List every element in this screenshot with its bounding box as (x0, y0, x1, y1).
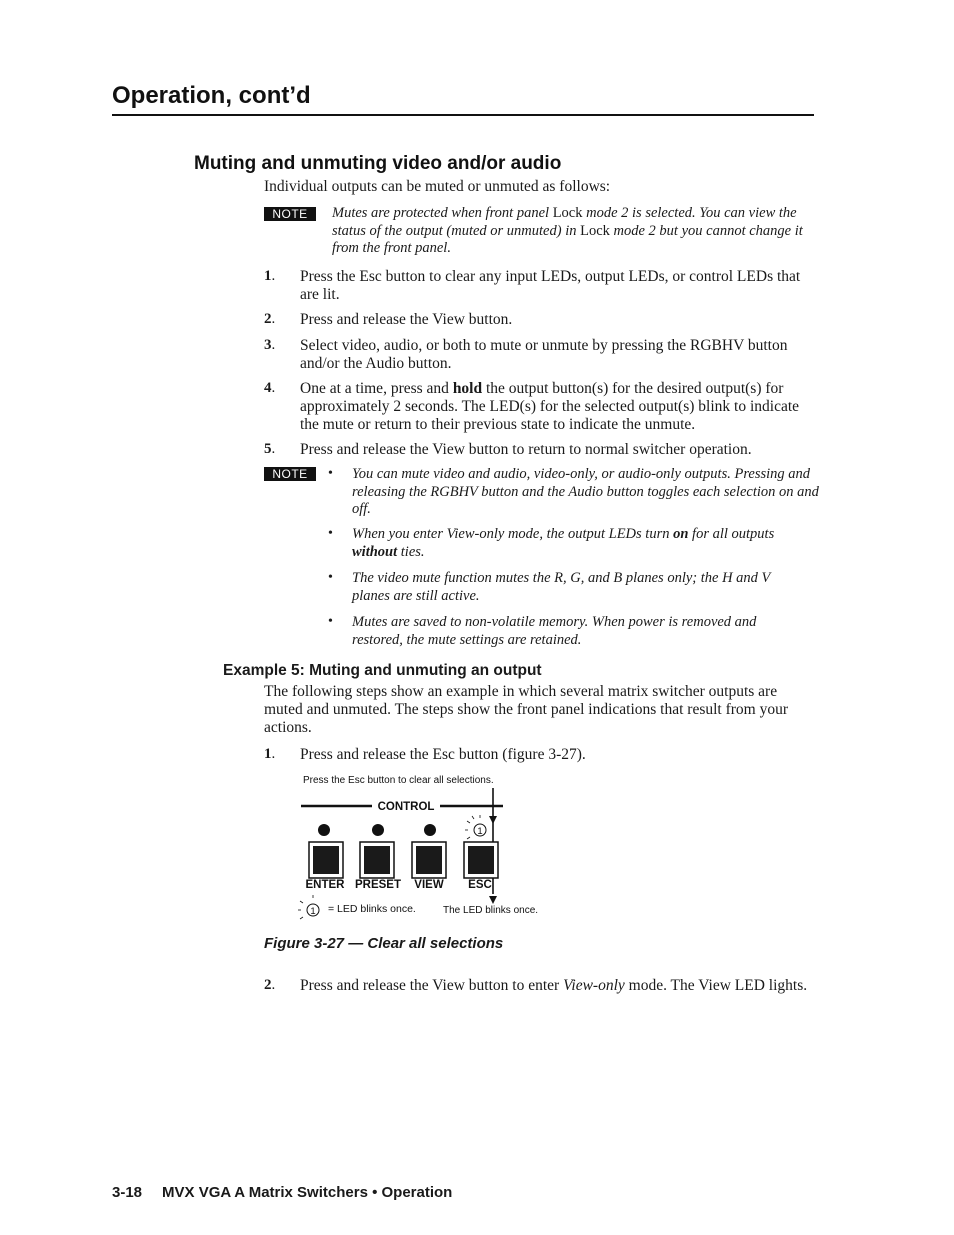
step-number: 1. (264, 746, 276, 762)
enter-led (318, 824, 330, 836)
note-bullet-text: When you enter View-only mode, the output LEDs turn on for all outputs without ties. (352, 526, 775, 560)
step-text: Press and release the View button to enter View-only mode. The View LED lights. (300, 977, 808, 994)
note-bullet-text: Mutes are saved to non-volatile memory. When power is removed and restored, the mute settings are retained. (352, 614, 757, 648)
footer-text: MVX VGA A Matrix Switchers • Operation (162, 1184, 453, 1201)
example-heading: Example 5: Muting and unmuting an output (223, 662, 542, 679)
enter-label: ENTER (305, 879, 345, 891)
legend-text: = LED blinks once. (328, 903, 416, 915)
esc-button (464, 842, 498, 878)
callout-arrow-down-icon (489, 816, 497, 824)
preset-label: PRESET (354, 879, 402, 891)
step-number: 2. (264, 311, 276, 327)
step-number: 1. (264, 268, 276, 284)
note-bullet-text: The video mute function mutes the R, G, and B planes only; the H and V planes are still active. (352, 570, 771, 604)
preset-led (372, 824, 384, 836)
svg-text:1: 1 (310, 906, 316, 917)
legend-blink-icon (298, 895, 319, 919)
bullet: • (328, 570, 333, 585)
callout-bottom-text: The LED blinks once. (443, 905, 539, 916)
step-number: 4. (264, 380, 276, 396)
step-text: Press and release the View button. (300, 311, 513, 328)
page-title: Operation, cont’d (112, 82, 311, 109)
step-text: Press and release the View button to return to normal switcher operation. (300, 441, 752, 458)
step-number: 3. (264, 337, 276, 353)
callout-top-text: Press the Esc button to clear all selections. (303, 775, 494, 786)
svg-text:1: 1 (477, 826, 483, 837)
preset-button (360, 842, 394, 878)
step-number: 2. (264, 977, 276, 993)
esc-led-blink-icon (465, 815, 486, 839)
bullet: • (328, 466, 333, 481)
section-heading: Muting and unmuting video and/or audio (194, 153, 562, 174)
view-led (424, 824, 436, 836)
enter-button (309, 842, 343, 878)
section-intro: Individual outputs can be muted or unmuted as follows: (264, 178, 611, 195)
step-text: One at a time, press and hold the output button(s) for the desired output(s) for approximately 2 seconds. The LED(s) for the selected output(s) blink to indicate the mute or return to their previous state to indicate the unmute. (300, 380, 800, 433)
page-number: 3-18 (112, 1184, 143, 1201)
note-bullet-text: You can mute video and audio, video-only, or audio-only outputs. Pressing and releasing the RGBHV button and the Audio button toggles each selection on and off. (352, 466, 819, 517)
title-rule (112, 114, 814, 116)
control-panel-figure (294, 768, 564, 920)
step-text: Select video, audio, or both to mute or unmute by pressing the RGBHV button and/or the Audio button. (300, 337, 788, 372)
note-badge: NOTE (264, 207, 316, 221)
view-button (412, 842, 446, 878)
step-number: 5. (264, 441, 276, 457)
bullet: • (328, 614, 333, 629)
step-text: Press the Esc button to clear any input LEDs, output LEDs, or control LEDs that are lit. (300, 268, 801, 303)
step-text: Press and release the Esc button (figure 3-27). (300, 746, 586, 763)
bullet: • (328, 526, 333, 541)
note-text: Mutes are protected when front panel Lock mode 2 is selected. You can view the status of the output (muted or unmuted) in Lock mode 2 but you cannot change it from the front panel. (332, 205, 803, 256)
page-footer (112, 1184, 452, 1201)
figure-caption: Figure 3-27 — Clear all selections (264, 935, 504, 952)
example-intro: The following steps show an example in which several matrix switcher outputs are muted and unmuted. The steps show the front panel indications that result from your actions. (264, 683, 789, 736)
note-badge: NOTE (264, 467, 316, 481)
control-label: CONTROL (377, 801, 435, 813)
esc-label: ESC (468, 879, 492, 891)
view-label: VIEW (414, 879, 444, 891)
callout-arrow-bottom-icon (489, 896, 497, 904)
